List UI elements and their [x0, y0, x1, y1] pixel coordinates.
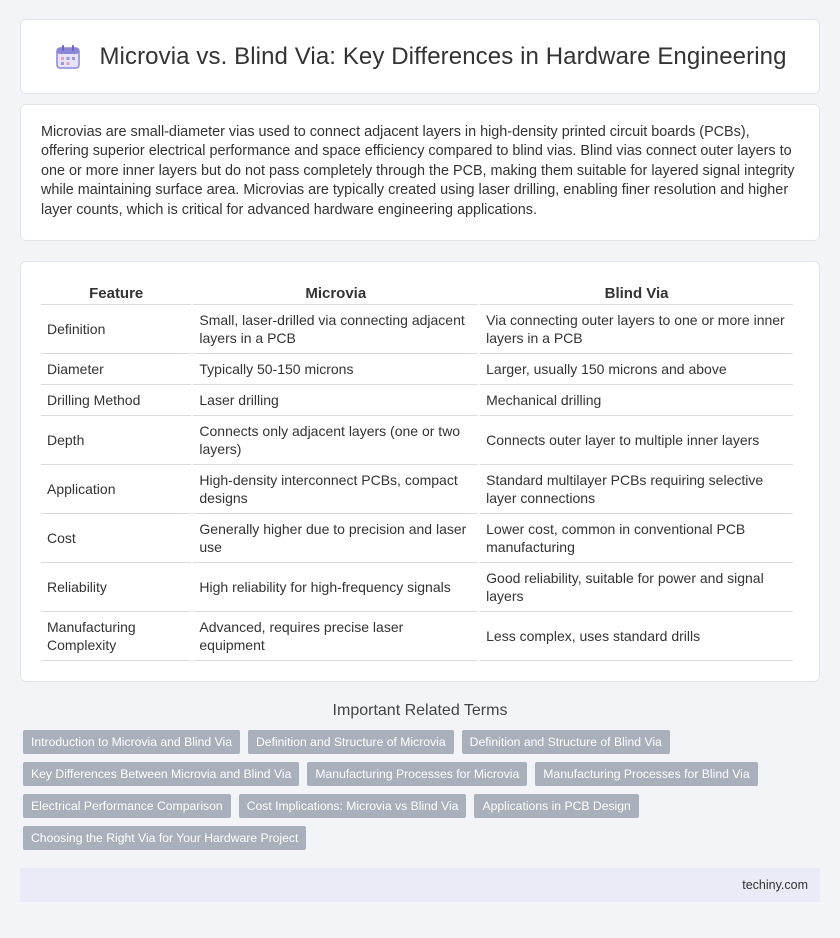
blind-via-cell: Standard multilayer PCBs requiring selective layer connections	[480, 465, 793, 514]
blind-via-cell: Mechanical drilling	[480, 385, 793, 416]
comparison-table-card	[20, 261, 820, 682]
table-row	[41, 612, 793, 661]
microvia-cell: Advanced, requires precise laser equipment	[193, 612, 478, 661]
calendar-icon	[53, 42, 83, 72]
table-row	[41, 354, 793, 385]
page-header	[20, 19, 820, 94]
table-row	[41, 465, 793, 514]
feature-cell: Reliability	[41, 563, 191, 612]
header-feature: Feature	[41, 282, 191, 305]
feature-cell: Drilling Method	[41, 385, 191, 416]
microvia-cell: Connects only adjacent layers (one or two layers)	[193, 416, 478, 465]
related-term-tag[interactable]: Applications in PCB Design	[474, 794, 638, 818]
related-term-tag[interactable]: Manufacturing Processes for Microvia	[307, 762, 527, 786]
microvia-cell: Small, laser-drilled via connecting adjacent layers in a PCB	[193, 305, 478, 354]
table-row	[41, 305, 793, 354]
microvia-cell: Generally higher due to precision and laser use	[193, 514, 478, 563]
feature-cell: Application	[41, 465, 191, 514]
header-blind-via: Blind Via	[480, 282, 793, 305]
microvia-cell: Typically 50-150 microns	[193, 354, 478, 385]
feature-cell: Cost	[41, 514, 191, 563]
page-title: Microvia vs. Blind Via: Key Differences in Hardware Engineering	[99, 42, 787, 70]
related-terms-section	[0, 702, 840, 720]
table-row	[41, 385, 793, 416]
related-terms-title: Important Related Terms	[332, 702, 508, 720]
feature-cell: Manufacturing Complexity	[41, 612, 191, 661]
intro-text: Microvias are small-diameter vias used to connect adjacent layers in high-density printed circuit boards (PCBs), offering superior electrical performance and space efficiency compared to blind vias. Blind vias connect outer layers to one or more inner layers but do not pass completely through the PCB, making them suitable for layered signal integrity while maintaining surface area. Microvias are typically created using laser drilling, enabling finer resolution and higher layer counts, which is critical for advanced hardware engineering applications.	[41, 124, 795, 218]
blind-via-cell: Larger, usually 150 microns and above	[480, 354, 793, 385]
microvia-cell: High reliability for high-frequency signals	[193, 563, 478, 612]
feature-cell: Definition	[41, 305, 191, 354]
table-row	[41, 563, 793, 612]
related-term-tag[interactable]: Choosing the Right Via for Your Hardware Project	[23, 826, 306, 850]
header-microvia: Microvia	[193, 282, 478, 305]
table-row	[41, 514, 793, 563]
related-term-tag[interactable]: Manufacturing Processes for Blind Via	[535, 762, 757, 786]
related-term-tag[interactable]: Introduction to Microvia and Blind Via	[23, 730, 240, 754]
table-header-row	[41, 282, 793, 305]
related-term-tag[interactable]: Cost Implications: Microvia vs Blind Via	[239, 794, 467, 818]
microvia-cell: Laser drilling	[193, 385, 478, 416]
page-footer	[20, 868, 820, 902]
microvia-cell: High-density interconnect PCBs, compact designs	[193, 465, 478, 514]
table-row	[41, 416, 793, 465]
feature-cell: Depth	[41, 416, 191, 465]
related-term-tag[interactable]: Definition and Structure of Blind Via	[462, 730, 670, 754]
blind-via-cell: Connects outer layer to multiple inner layers	[480, 416, 793, 465]
related-term-tag[interactable]: Definition and Structure of Microvia	[248, 730, 454, 754]
related-term-tag[interactable]: Key Differences Between Microvia and Blind Via	[23, 762, 299, 786]
blind-via-cell: Less complex, uses standard drills	[480, 612, 793, 661]
blind-via-cell: Lower cost, common in conventional PCB manufacturing	[480, 514, 793, 563]
blind-via-cell: Good reliability, suitable for power and signal layers	[480, 563, 793, 612]
footer-site-link[interactable]: techiny.com	[742, 878, 808, 893]
related-terms-tags	[20, 730, 820, 850]
blind-via-cell: Via connecting outer layers to one or more inner layers in a PCB	[480, 305, 793, 354]
feature-cell: Diameter	[41, 354, 191, 385]
related-term-tag[interactable]: Electrical Performance Comparison	[23, 794, 231, 818]
comparison-table	[39, 282, 795, 661]
intro-section	[20, 104, 820, 241]
